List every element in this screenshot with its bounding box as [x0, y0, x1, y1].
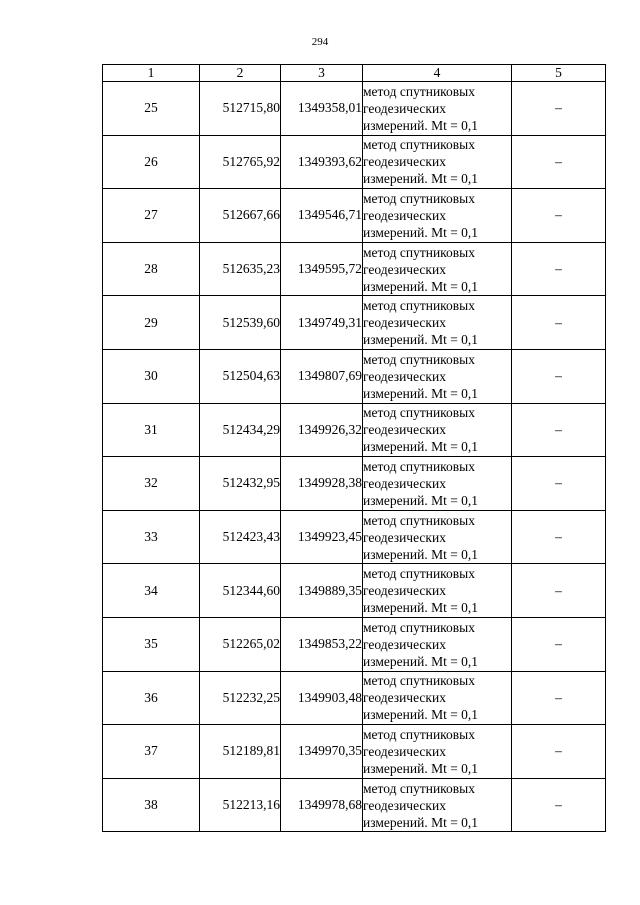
y-coordinate-cell: 1349923,45 [281, 510, 363, 564]
table-header-row [103, 65, 606, 82]
method-line: измерений. Mt = 0,1 [363, 278, 479, 294]
table-row [103, 403, 606, 457]
method-cell [363, 725, 512, 779]
table-row [103, 189, 606, 243]
method-line: геодезических [363, 100, 446, 116]
method-line: метод спутниковых [363, 137, 475, 153]
method-line: геодезических [363, 315, 446, 331]
method-line: метод спутниковых [363, 190, 475, 206]
table-row [103, 510, 606, 564]
method-line: измерений. Mt = 0,1 [363, 653, 479, 669]
method-line: метод спутниковых [363, 726, 475, 742]
note-cell: – [512, 725, 606, 779]
method-cell [363, 457, 512, 511]
x-coordinate-cell: 512667,66 [200, 189, 281, 243]
note-cell: – [512, 564, 606, 618]
column-header-5: 5 [512, 65, 606, 82]
x-coordinate-cell: 512423,43 [200, 510, 281, 564]
x-coordinate-cell: 512434,29 [200, 403, 281, 457]
method-cell [363, 617, 512, 671]
method-line: геодезических [363, 797, 446, 813]
method-cell [363, 403, 512, 457]
table-row [103, 349, 606, 403]
table-row [103, 135, 606, 189]
table-row [103, 617, 606, 671]
point-number-cell: 28 [103, 242, 200, 296]
table-row [103, 564, 606, 618]
method-line: метод спутниковых [363, 351, 475, 367]
x-coordinate-cell: 512539,60 [200, 296, 281, 350]
method-line: геодезических [363, 368, 446, 384]
method-line: геодезических [363, 261, 446, 277]
x-coordinate-cell: 512189,81 [200, 725, 281, 779]
point-number-cell: 29 [103, 296, 200, 350]
y-coordinate-cell: 1349853,22 [281, 617, 363, 671]
method-line: метод спутниковых [363, 244, 475, 260]
method-line: геодезических [363, 422, 446, 438]
x-coordinate-cell: 512213,16 [200, 778, 281, 832]
method-cell [363, 510, 512, 564]
y-coordinate-cell: 1349926,32 [281, 403, 363, 457]
table-row [103, 457, 606, 511]
point-number-cell: 30 [103, 349, 200, 403]
coordinates-table [102, 64, 606, 832]
method-line: измерений. Mt = 0,1 [363, 171, 479, 187]
method-cell [363, 296, 512, 350]
note-cell: – [512, 82, 606, 136]
note-cell: – [512, 617, 606, 671]
method-cell [363, 189, 512, 243]
note-cell: – [512, 510, 606, 564]
method-line: метод спутниковых [363, 298, 475, 314]
method-cell [363, 242, 512, 296]
method-line: измерений. Mt = 0,1 [363, 600, 479, 616]
column-header-4: 4 [363, 65, 512, 82]
method-cell [363, 671, 512, 725]
method-line: геодезических [363, 690, 446, 706]
method-line: геодезических [363, 583, 446, 599]
method-line: метод спутниковых [363, 83, 475, 99]
point-number-cell: 37 [103, 725, 200, 779]
y-coordinate-cell: 1349595,72 [281, 242, 363, 296]
table-row [103, 242, 606, 296]
method-cell [363, 82, 512, 136]
point-number-cell: 38 [103, 778, 200, 832]
note-cell: – [512, 296, 606, 350]
y-coordinate-cell: 1349903,48 [281, 671, 363, 725]
method-line: измерений. Mt = 0,1 [363, 385, 479, 401]
y-coordinate-cell: 1349358,01 [281, 82, 363, 136]
method-line: измерений. Mt = 0,1 [363, 439, 479, 455]
point-number-cell: 31 [103, 403, 200, 457]
table-row [103, 778, 606, 832]
note-cell: – [512, 349, 606, 403]
method-cell [363, 135, 512, 189]
point-number-cell: 35 [103, 617, 200, 671]
table-row [103, 82, 606, 136]
method-line: метод спутниковых [363, 566, 475, 582]
column-header-1: 1 [103, 65, 200, 82]
method-line: метод спутниковых [363, 673, 475, 689]
method-line: метод спутниковых [363, 512, 475, 528]
method-line: измерений. Mt = 0,1 [363, 760, 479, 776]
table-row [103, 725, 606, 779]
point-number-cell: 34 [103, 564, 200, 618]
method-cell [363, 564, 512, 618]
x-coordinate-cell: 512265,02 [200, 617, 281, 671]
x-coordinate-cell: 512715,80 [200, 82, 281, 136]
table-body [103, 82, 606, 832]
method-line: метод спутниковых [363, 458, 475, 474]
x-coordinate-cell: 512344,60 [200, 564, 281, 618]
method-cell [363, 778, 512, 832]
method-line: измерений. Mt = 0,1 [363, 814, 479, 830]
method-line: геодезических [363, 743, 446, 759]
y-coordinate-cell: 1349928,38 [281, 457, 363, 511]
y-coordinate-cell: 1349546,71 [281, 189, 363, 243]
note-cell: – [512, 242, 606, 296]
method-cell [363, 349, 512, 403]
y-coordinate-cell: 1349889,35 [281, 564, 363, 618]
y-coordinate-cell: 1349749,31 [281, 296, 363, 350]
table-row [103, 296, 606, 350]
method-line: геодезических [363, 529, 446, 545]
method-line: геодезических [363, 207, 446, 223]
method-line: геодезических [363, 154, 446, 170]
point-number-cell: 27 [103, 189, 200, 243]
method-line: метод спутниковых [363, 619, 475, 635]
table-row [103, 671, 606, 725]
column-header-2: 2 [200, 65, 281, 82]
x-coordinate-cell: 512432,95 [200, 457, 281, 511]
x-coordinate-cell: 512232,25 [200, 671, 281, 725]
point-number-cell: 36 [103, 671, 200, 725]
note-cell: – [512, 457, 606, 511]
x-coordinate-cell: 512504,63 [200, 349, 281, 403]
note-cell: – [512, 671, 606, 725]
y-coordinate-cell: 1349978,68 [281, 778, 363, 832]
method-line: метод спутниковых [363, 780, 475, 796]
method-line: измерений. Mt = 0,1 [363, 117, 479, 133]
column-header-3: 3 [281, 65, 363, 82]
method-line: измерений. Mt = 0,1 [363, 707, 479, 723]
note-cell: – [512, 189, 606, 243]
method-line: измерений. Mt = 0,1 [363, 224, 479, 240]
method-line: геодезических [363, 636, 446, 652]
note-cell: – [512, 403, 606, 457]
y-coordinate-cell: 1349393,62 [281, 135, 363, 189]
note-cell: – [512, 135, 606, 189]
method-line: геодезических [363, 475, 446, 491]
method-line: метод спутниковых [363, 405, 475, 421]
note-cell: – [512, 778, 606, 832]
page-number: 294 [311, 36, 329, 48]
y-coordinate-cell: 1349807,69 [281, 349, 363, 403]
method-line: измерений. Mt = 0,1 [363, 546, 479, 562]
point-number-cell: 26 [103, 135, 200, 189]
x-coordinate-cell: 512765,92 [200, 135, 281, 189]
method-line: измерений. Mt = 0,1 [363, 332, 479, 348]
x-coordinate-cell: 512635,23 [200, 242, 281, 296]
method-line: измерений. Mt = 0,1 [363, 492, 479, 508]
point-number-cell: 33 [103, 510, 200, 564]
point-number-cell: 25 [103, 82, 200, 136]
point-number-cell: 32 [103, 457, 200, 511]
y-coordinate-cell: 1349970,35 [281, 725, 363, 779]
